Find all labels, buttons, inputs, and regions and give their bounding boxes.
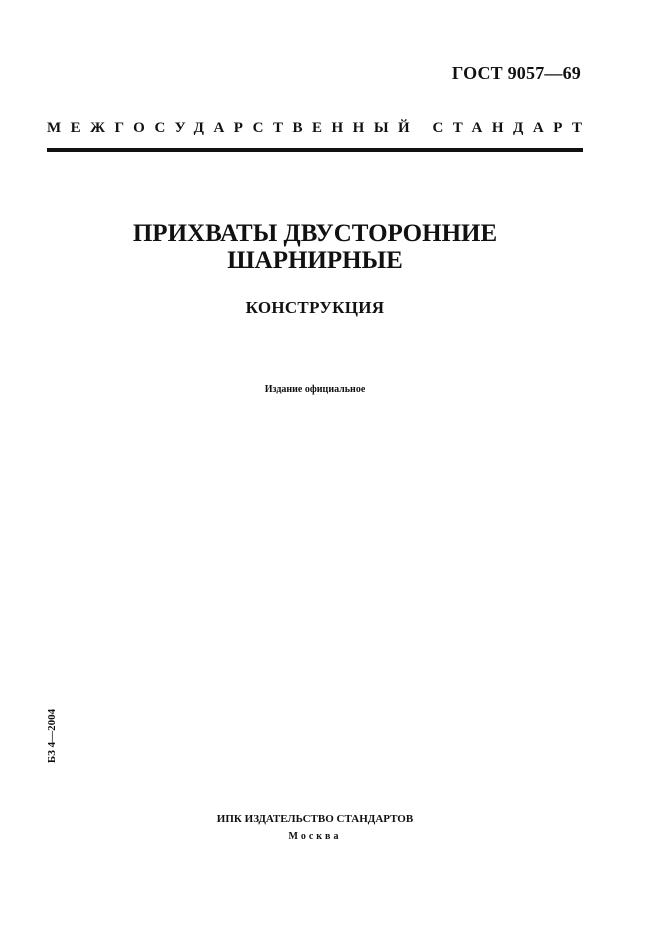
document-subtitle: КОНСТРУКЦИЯ	[245, 298, 385, 317]
side-code-text: БЗ 4—2004	[45, 708, 58, 764]
publisher: ИПК ИЗДАТЕЛЬСТВО СТАНДАРТОВ	[216, 813, 414, 825]
title-line-2: ШАРНИРНЫЕ	[227, 247, 403, 274]
horizontal-rule	[47, 148, 583, 152]
edition-label: Издание официальное	[264, 384, 366, 395]
header-line: МЕЖГОСУДАРСТВЕННЫЙ СТАНДАРТ	[47, 120, 592, 136]
document-title	[47, 220, 583, 274]
standard-number: ГОСТ 9057—69	[451, 63, 581, 83]
publisher-city: Москва	[288, 831, 342, 842]
title-line-1: ПРИХВАТЫ ДВУСТОРОННИЕ	[132, 220, 498, 247]
side-code	[43, 705, 60, 767]
